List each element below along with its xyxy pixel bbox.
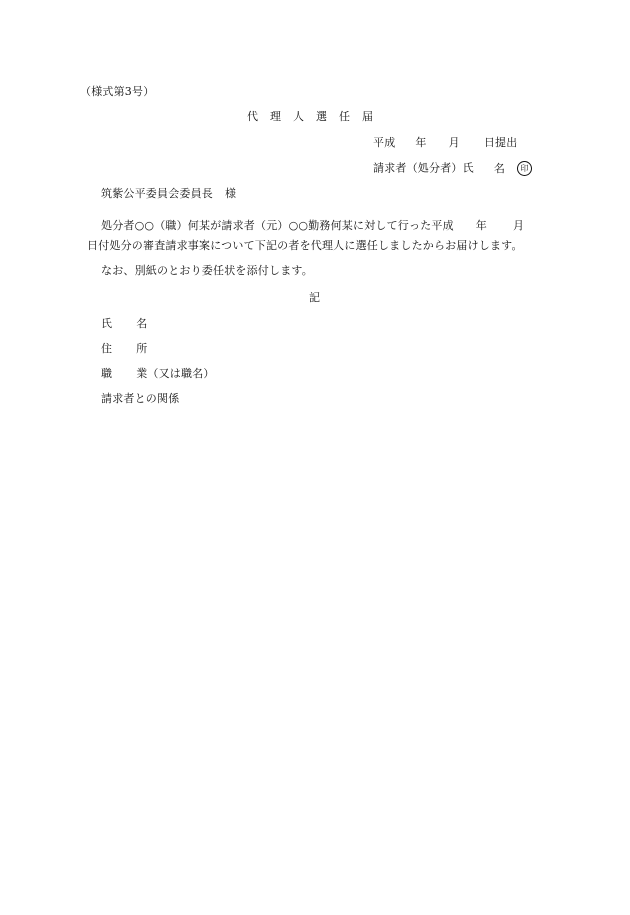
requester-name-label: 名 (493, 161, 506, 175)
body-line-1-text: 処分者○○（職）何某が請求者（元）○○勤務何某に対して行った平成 (101, 219, 454, 232)
title-char: 代 (247, 110, 258, 123)
title-char: 理 (270, 110, 281, 123)
item-address (101, 342, 147, 356)
item-occupation-a: 職 (101, 367, 113, 380)
ki-heading: 記 (309, 291, 321, 304)
body-line-1-year: 年 (475, 219, 487, 232)
item-address-a: 住 (101, 342, 113, 355)
item-name-a: 氏 (101, 317, 113, 330)
body-line-1-month: 月 (513, 219, 525, 232)
submission-date (373, 136, 517, 150)
title-char: 届 (362, 110, 373, 123)
item-occupation-b: 業（又は職名） (136, 367, 215, 380)
body-line-2: 日付処分の審査請求事案について下記の者を代理人に選任しましたからお届けします。 (87, 239, 523, 252)
date-day-submitted: 日提出 (483, 136, 518, 149)
addressee-honorific: 様 (225, 187, 237, 200)
addressee (101, 187, 236, 201)
addressee-name: 筑紫公平委員会委員長 (101, 187, 213, 200)
date-year: 年 (415, 136, 427, 149)
seal-icon: 印 (517, 161, 532, 176)
item-name-b: 名 (136, 317, 148, 330)
title-char: 任 (339, 110, 350, 123)
item-name (101, 317, 147, 331)
title-char: 人 (293, 110, 304, 123)
date-month: 月 (448, 136, 460, 149)
item-occupation (101, 367, 215, 381)
item-address-b: 所 (136, 342, 148, 355)
date-era: 平成 (373, 136, 396, 149)
body-line-1 (101, 219, 524, 233)
item-relation: 請求者との関係 (101, 392, 180, 405)
body-line-3: なお、別紙のとおり委任状を添付します。 (101, 264, 313, 277)
document-title (247, 110, 385, 124)
title-char: 選 (316, 110, 327, 123)
requester-label: 請求者（処分者）氏 (373, 161, 474, 175)
requester-line (373, 161, 532, 176)
form-number: （様式第3号） (80, 85, 155, 98)
